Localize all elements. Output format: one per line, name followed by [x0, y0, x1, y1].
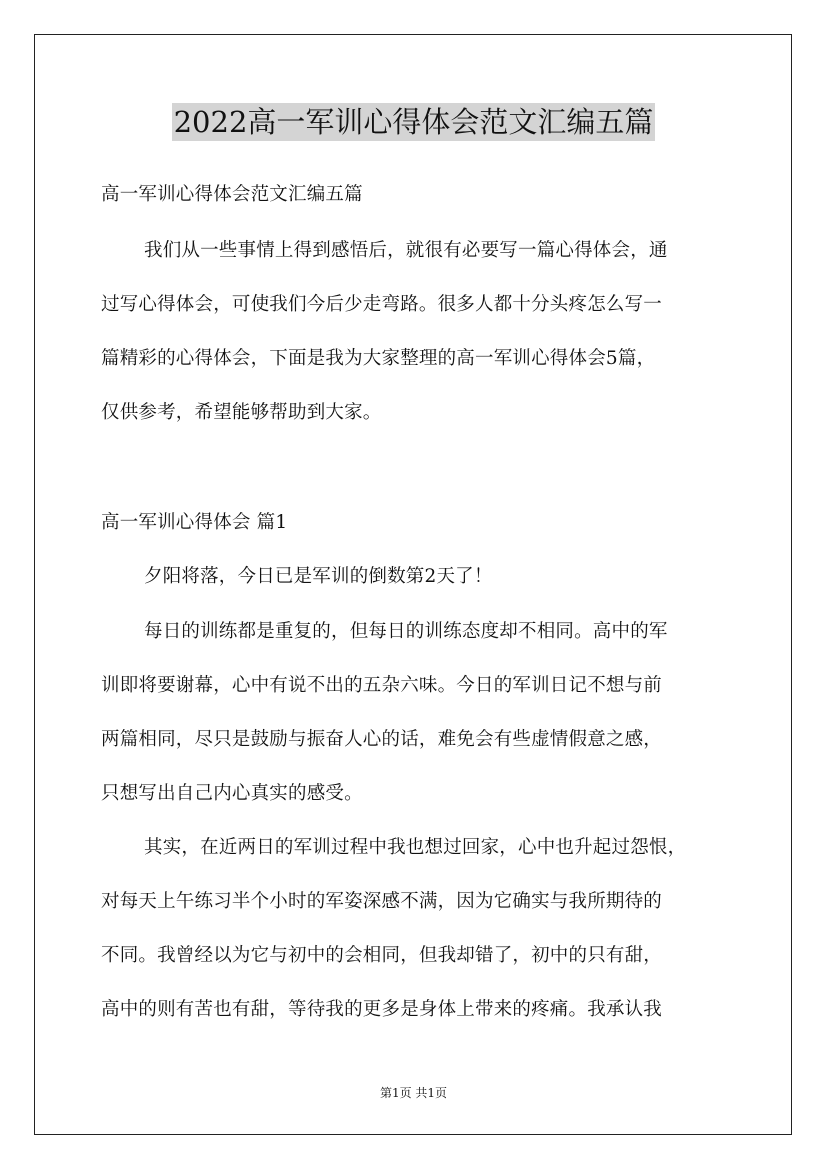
subtitle-line: 高一军训心得体会范文汇编五篇 — [101, 184, 363, 205]
paragraph-line: 每日的训练都是重复的，但每日的训练态度却不相同。高中的军 — [144, 621, 668, 642]
paragraph-line: 篇精彩的心得体会，下面是我为大家整理的高一军训心得体会5篇， — [101, 348, 656, 369]
paragraph-line: 过写心得体会，可使我们今后少走弯路。很多人都十分头疼怎么写一 — [101, 294, 663, 315]
paragraph-line: 对每天上午练习半个小时的军姿深感不满，因为它确实与我所期待的 — [101, 891, 663, 912]
paragraph-line: 只想写出自己内心真实的感受。 — [101, 783, 363, 804]
paragraph-line: 我们从一些事情上得到感悟后，就很有必要写一篇心得体会，通 — [144, 240, 668, 261]
section-heading: 高一军训心得体会 篇1 — [101, 512, 288, 533]
paragraph-line: 训即将要谢幕，心中有说不出的五杂六味。今日的军训日记不想与前 — [101, 675, 663, 696]
paragraph-line: 不同。我曾经以为它与初中的会相同，但我却错了，初中的只有甜， — [101, 945, 663, 966]
paragraph-line: 两篇相同，尽只是鼓励与振奋人心的话，难免会有些虚情假意之感， — [101, 729, 663, 750]
paragraph-line: 高中的则有苦也有甜，等待我的更多是身体上带来的疼痛。我承认我 — [101, 999, 663, 1020]
paragraph-line: 其实，在近两日的军训过程中我也想过回家，心中也升起过怨恨， — [144, 837, 687, 858]
paragraph-line: 仅供参考，希望能够帮助到大家。 — [101, 402, 382, 423]
page-footer: 第1页 共1页 — [379, 1086, 448, 1100]
document-title: 2022高一军训心得体会范文汇编五篇 — [173, 105, 654, 139]
paragraph-line: 夕阳将落，今日已是军训的倒数第2天了！ — [144, 566, 493, 587]
title-container — [0, 103, 827, 141]
